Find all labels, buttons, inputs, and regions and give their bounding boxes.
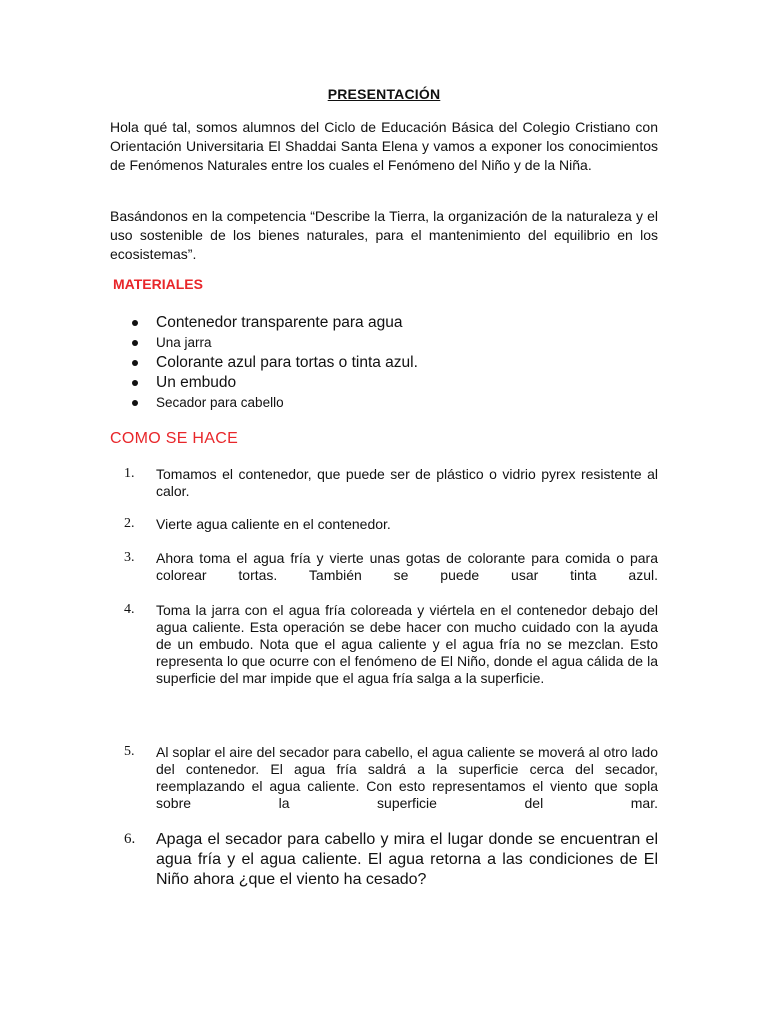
steps-heading: COMO SE HACE: [110, 430, 239, 447]
page-title: PRESENTACIÓN: [327, 86, 441, 102]
step-text: Apaga el secador para cabello y mira el lugar donde se encuentran el agua fría y el agua caliente. El agua retorna a las condiciones de El Niño ahora ¿que el viento ha cesado?: [156, 831, 658, 888]
materials-list: [128, 313, 418, 413]
step-text: Al soplar el aire del secador para cabello, el agua caliente se moverá al otro lado del contenedor. El agua fría saldrá a la superficie cerca del secador, reemplazando el agua caliente. Con esto representamos el viento que sopla sobre la superficie del mar.: [156, 744, 658, 811]
materials-heading: MATERIALES: [113, 276, 203, 292]
step-number: 4.: [124, 602, 135, 617]
bullet-icon: [132, 360, 138, 366]
bullet-icon: [132, 340, 138, 346]
bullet-icon: [132, 380, 138, 386]
step-text: Toma la jarra con el agua fría coloreada y viértela en el contenedor debajo del agua caliente. Esta operación se debe hacer con mucho cuidado con la ayuda de un embudo. Nota que el agua caliente y el agua fría no se mezclan. Esto representa lo que ocurre con el fenómeno de El Niño, donde el agua cálida de la superficie del mar impide que el agua fría salga a la superficie.: [156, 602, 658, 686]
step-text: Ahora toma el agua fría y vierte unas gotas de colorante para comida o para colorear tortas. También se puede usar tinta azul.: [156, 550, 658, 583]
step-text: Vierte agua caliente en el contenedor.: [156, 516, 391, 532]
material-label: Contenedor transparente para agua: [156, 314, 403, 331]
step-number: 3.: [124, 550, 135, 565]
intro-paragraph: Hola qué tal, somos alumnos del Ciclo de Educación Básica del Colegio Cristiano con Orientación Universitaria El Shaddai Santa Elena y vamos a exponer los conocimientos de Fenómenos Naturales entre los cuales el Fenómeno del Niño y de la Niña.: [110, 119, 658, 173]
material-label: Colorante azul para tortas o tinta azul.: [156, 354, 418, 371]
list-item: [128, 313, 418, 333]
list-item: [128, 333, 418, 353]
step-number: 5.: [124, 744, 135, 759]
list-item: [128, 373, 418, 393]
step-text: Tomamos el contenedor, que puede ser de plástico o vidrio pyrex resistente al calor.: [156, 466, 658, 499]
bullet-icon: [132, 320, 138, 326]
step-number: 1.: [124, 466, 135, 481]
material-label: Una jarra: [156, 335, 212, 350]
material-label: Un embudo: [156, 374, 237, 391]
step-number: 2.: [124, 516, 135, 531]
competence-paragraph: Basándonos en la competencia “Describe la Tierra, la organización de la naturaleza y el uso sostenible de los bienes naturales, para el mantenimiento del equilibrio en los ecosistemas”.: [110, 208, 658, 262]
list-item: [128, 353, 418, 373]
material-label: Secador para cabello: [156, 395, 284, 410]
list-item: [128, 393, 418, 413]
step-number: 6.: [124, 831, 136, 847]
bullet-icon: [132, 400, 138, 406]
